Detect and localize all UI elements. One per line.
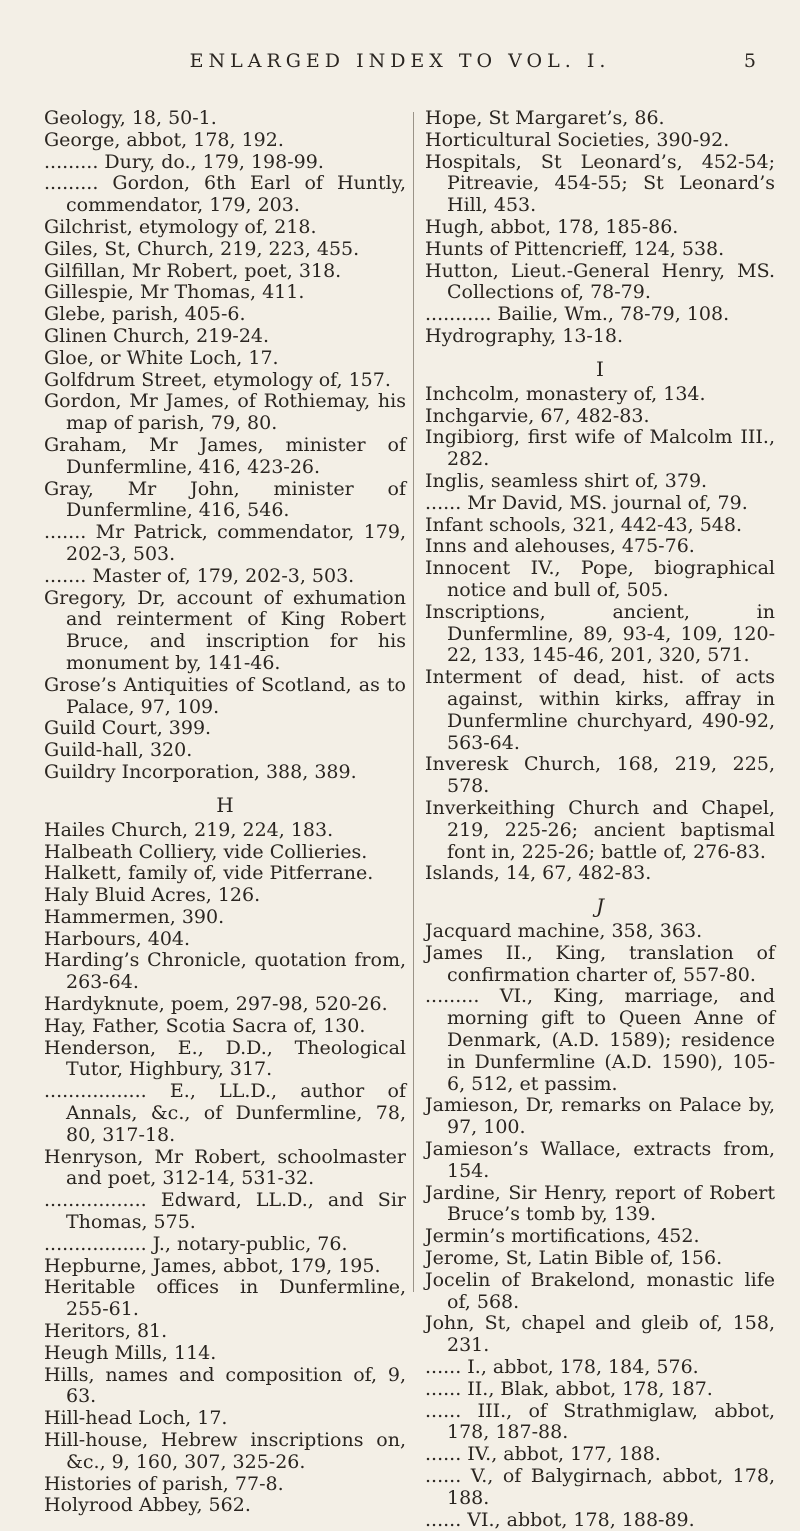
index-entry: Hill-house, Hebrew inscriptions on, &c., 9, 160, 307, 325-26. bbox=[44, 1429, 406, 1473]
index-entry: Haly Bluid Acres, 126. bbox=[44, 884, 261, 907]
index-entry: Heugh Mills, 114. bbox=[44, 1341, 217, 1364]
index-group-h-continued bbox=[425, 108, 775, 348]
index-entry: Heritors, 81. bbox=[44, 1320, 168, 1343]
index-entry: Halbeath Colliery, vide Collieries. bbox=[44, 840, 368, 863]
index-entry: ......... VI., King, marriage, and morning gift to Queen Anne of Denmark, (A.D. 1589); residence in Dunfermline (A.D. 1590), 105-6, 512, et passim. bbox=[425, 985, 775, 1095]
index-entry: Henderson, E., D.D., Theological Tutor, Highbury, 317. bbox=[44, 1036, 406, 1081]
index-entry: Glinen Church, 219-24. bbox=[44, 324, 270, 347]
index-entry: Grose’s Antiquities of Scotland, as to Palace, 97, 109. bbox=[44, 673, 406, 718]
index-entry: ......... Dury, do., 179, 198-99. bbox=[44, 150, 324, 173]
index-entry: ...... V., of Balygirnach, abbot, 178, 188. bbox=[425, 1465, 775, 1509]
index-entry: Graham, Mr James, minister of Dunfermline, 416, 423-26. bbox=[44, 433, 406, 478]
index-entry: Jocelin of Brakelond, monastic life of, 568. bbox=[425, 1268, 775, 1313]
index-entry: Giles, St, Church, 219, 223, 455. bbox=[44, 237, 360, 260]
index-entry: Holyrood Abbey, 562. bbox=[44, 1494, 251, 1517]
index-entry: Guildry Incorporation, 388, 389. bbox=[44, 760, 357, 783]
index-entry: Jamieson’s Wallace, extracts from, 154. bbox=[425, 1138, 775, 1182]
index-entry: ....... Mr Patrick, commendator, 179, 202-3, 503. bbox=[44, 521, 406, 565]
index-group-i bbox=[425, 384, 775, 885]
index-entry: Halkett, family of, vide Pitferrane. bbox=[44, 862, 374, 885]
section-letter-i: I bbox=[596, 356, 604, 381]
index-entry: ...... VI., abbot, 178, 188-89. bbox=[425, 1508, 695, 1531]
index-entry: Guild-hall, 320. bbox=[44, 739, 193, 762]
index-entry: John, St, chapel and gleib of, 158, 231. bbox=[425, 1312, 775, 1357]
section-letter-j: J bbox=[595, 894, 605, 919]
section-letter-h: H bbox=[216, 792, 234, 817]
index-entry: ...... I., abbot, 178, 184, 576. bbox=[425, 1356, 699, 1379]
index-group-g bbox=[44, 108, 406, 784]
index-entry: Gloe, or White Loch, 17. bbox=[44, 346, 279, 369]
page-number: 5 bbox=[743, 50, 756, 72]
index-entry: James II., King, translation of confirmation charter of, 557-80. bbox=[425, 941, 775, 986]
index-entry: Inverkeithing Church and Chapel, 219, 225-26; ancient baptismal font in, 225-26; battle of, 276-83. bbox=[425, 796, 775, 863]
index-entry: ......... Gordon, 6th Earl of Huntly, commendator, 179, 203. bbox=[44, 172, 406, 217]
index-entry: ....... Master of, 179, 202-3, 503. bbox=[44, 564, 355, 587]
index-entry: Hammermen, 390. bbox=[44, 905, 225, 928]
index-entry: Interment of dead, hist. of acts against, within kirks, affray in Dunfermline churchyard, 490-92, 563-64. bbox=[425, 666, 775, 754]
index-entry: Inchgarvie, 67, 482-83. bbox=[425, 404, 650, 427]
left-column bbox=[44, 108, 406, 1517]
index-entry: Glebe, parish, 405-6. bbox=[44, 303, 246, 326]
index-entry: Jerome, St, Latin Bible of, 156. bbox=[425, 1247, 723, 1270]
index-entry: Hunts of Pittencrieff, 124, 538. bbox=[425, 237, 725, 260]
index-entry: Gray, Mr John, minister of Dunfermline, 416, 546. bbox=[44, 477, 406, 522]
right-column bbox=[425, 108, 775, 1531]
index-entry: Golfdrum Street, etymology of, 157. bbox=[44, 368, 391, 391]
running-title: ENLARGED INDEX TO VOL. I. bbox=[189, 50, 611, 72]
index-entry: Inns and alehouses, 475-76. bbox=[425, 535, 695, 558]
index-entry: Hills, names and composition of, 9, 63. bbox=[44, 1363, 406, 1408]
index-entry: Heritable offices in Dunfermline, 255-61. bbox=[44, 1276, 406, 1321]
index-entry: Hill-head Loch, 17. bbox=[44, 1407, 228, 1430]
index-entry: Ingibiorg, first wife of Malcolm III., 282. bbox=[425, 426, 775, 471]
index-entry: Hailes Church, 219, 224, 183. bbox=[44, 818, 334, 841]
index-entry: ...... III., of Strathmiglaw, abbot, 178, 187-88. bbox=[425, 1399, 775, 1444]
index-entry: Gillespie, Mr Thomas, 411. bbox=[44, 281, 305, 304]
index-group-j bbox=[425, 921, 775, 1531]
index-entry: Horticultural Societies, 390-92. bbox=[425, 128, 730, 151]
index-group-h bbox=[44, 820, 406, 1518]
index-entry: ................. Edward, LL.D., and Sir Thomas, 575. bbox=[44, 1189, 406, 1234]
index-entry: Inveresk Church, 168, 219, 225, 578. bbox=[425, 753, 775, 798]
index-entry: Histories of parish, 77-8. bbox=[44, 1472, 284, 1495]
index-entry: Geology, 18, 50-1. bbox=[44, 107, 217, 129]
index-entry: ...... II., Blak, abbot, 178, 187. bbox=[425, 1377, 713, 1400]
index-entry: ...... IV., abbot, 177, 188. bbox=[425, 1443, 661, 1466]
index-entry: Infant schools, 321, 442-43, 548. bbox=[425, 513, 743, 536]
index-entry: Hospitals, St Leonard’s, 452-54; Pitreavie, 454-55; St Leonard’s Hill, 453. bbox=[425, 150, 775, 217]
index-entry: ................. J., notary-public, 76. bbox=[44, 1232, 348, 1255]
index-entry: Henryson, Mr Robert, schoolmaster and poet, 312-14, 531-32. bbox=[44, 1145, 406, 1190]
index-entry: Hutton, Lieut.-General Henry, MS. Collections of, 78-79. bbox=[425, 259, 775, 304]
index-entry: Gordon, Mr James, of Rothiemay, his map of parish, 79, 80. bbox=[44, 390, 406, 435]
index-entry: Islands, 14, 67, 482-83. bbox=[425, 862, 652, 885]
index-entry: Hay, Father, Scotia Sacra of, 130. bbox=[44, 1014, 366, 1037]
column-divider bbox=[413, 112, 414, 1292]
page-header bbox=[0, 28, 800, 72]
index-entry: Innocent IV., Pope, biographical notice and bull of, 505. bbox=[425, 557, 775, 601]
index-entry: Jamieson, Dr, remarks on Palace by, 97, 100. bbox=[425, 1094, 775, 1139]
index-entry: Gilfillan, Mr Robert, poet, 318. bbox=[44, 259, 342, 282]
index-entry: Guild Court, 399. bbox=[44, 717, 212, 740]
index-entry: Harbours, 404. bbox=[44, 927, 191, 950]
index-entry: Inglis, seamless shirt of, 379. bbox=[425, 469, 708, 492]
index-entry: ........... Bailie, Wm., 78-79, 108. bbox=[425, 303, 730, 326]
index-entry: Gilchrist, etymology of, 218. bbox=[44, 215, 317, 238]
index-entry: Harding’s Chronicle, quotation from, 263-64. bbox=[44, 949, 406, 994]
index-entry: George, abbot, 178, 192. bbox=[44, 128, 284, 151]
index-entry: Jardine, Sir Henry, report of Robert Bruce’s tomb by, 139. bbox=[425, 1181, 775, 1226]
index-entry: ...... Mr David, MS. journal of, 79. bbox=[425, 491, 748, 514]
index-entry: Jacquard machine, 358, 363. bbox=[425, 920, 703, 943]
index-entry: Jermin’s mortifications, 452. bbox=[425, 1225, 700, 1248]
index-entry: Gregory, Dr, account of exhumation and reinterment of King Robert Bruce, and inscription for his monument by, 141-46. bbox=[44, 586, 406, 674]
index-entry: Hepburne, James, abbot, 179, 195. bbox=[44, 1254, 381, 1277]
index-entry: Hugh, abbot, 178, 185-86. bbox=[425, 215, 679, 238]
index-entry: Hope, St Margaret’s, 86. bbox=[425, 107, 665, 129]
index-entry: Inscriptions, ancient, in Dunfermline, 89, 93-4, 109, 120-22, 133, 145-46, 201, 320, 571. bbox=[425, 600, 775, 667]
index-entry: ................. E., LL.D., author of Annals, &c., of Dunfermline, 78, 80, 317-18. bbox=[44, 1080, 406, 1146]
index-entry: Hardyknute, poem, 297-98, 520-26. bbox=[44, 993, 388, 1016]
index-entry: Hydrography, 13-18. bbox=[425, 324, 624, 347]
index-entry: Inchcolm, monastery of, 134. bbox=[425, 382, 706, 405]
